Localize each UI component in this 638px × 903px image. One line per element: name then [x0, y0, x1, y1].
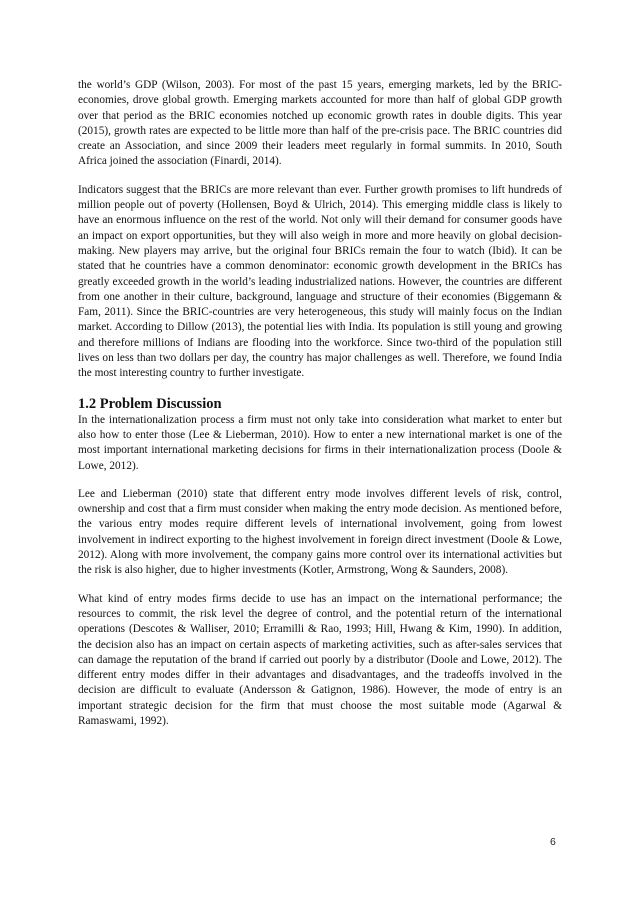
paragraph-section-2: Lee and Lieberman (2010) state that different entry mode involves different levels of risk, control, ownership and cost that a firm must consider when making the entry mode decision. As mentioned before, the various entry modes require different levels of international involvement, going from lowest involvement in indirect exporting to the highest involvement in foreign direct investment (Doole & Lowe, 2012). Along with more involvement, the company gains more control over its international activities but the risk is also higher, due to higher investments (Kotler, Armstrong, Wong & Saunders, 2008). — [78, 487, 562, 577]
page-number: 6 — [550, 836, 556, 848]
paragraph-section-1: In the internationalization process a firm must not only take into consideration what market to enter but also how to enter those (Lee & Lieberman, 2010). How to enter a new international market is one of the most important international marketing decisions for firms in their internationalization process (Doole & Lowe, 2012). — [78, 413, 562, 472]
document-page — [78, 78, 562, 742]
paragraph-section-3: What kind of entry modes firms decide to use has an impact on the international performance; the resources to commit, the risk level the degree of control, and the potential return of the international operations (Descotes & Walliser, 2010; Erramilli & Rao, 1993; Hill, Hwang & Kim, 1990). In addition, the decision also has an impact on certain aspects of marketing activities, such as after-sales services that can damage the reputation of the brand if carried out poorly by a distributor (Doole and Lowe, 2012). The different entry modes differ in their advantages and disadvantages, and the tradeoffs involved in the decision are difficult to evaluate (Andersson & Gatignon, 1986). However, the mode of entry is an important strategic decision for the firm that must choose the most suitable mode (Agarwal & Ramaswami, 1992). — [78, 592, 562, 727]
paragraph-intro-2: Indicators suggest that the BRICs are more relevant than ever. Further growth promises to lift hundreds of million people out of poverty (Hollensen, Boyd & Ulrich, 2014). This emerging middle class is likely to have an enormous influence on the rest of the world. Not only will their demand for consumer goods have an impact on export opportunities, but they will also weigh in more and more heavily on global decision-making. New players may arrive, but the original four BRICs remain the four to watch (Ibid). It can be stated that he countries have a common denominator: economic growth development in the BRICs has greatly exceeded growth in the world’s leading industrialized nations. However, the countries are different from one another in their culture, background, language and structure of their economies (Biggemann & Fam, 2011). Since the BRIC-countries are very heterogeneous, this study will mainly focus on the Indian market. According to Dillow (2013), the potential lies with India. Its population is still young and growing and therefore millions of Indians are flooding into the workforce. Since two-third of the population still lives on less than two dollars per day, the country has major challenges as well. Therefore, we found India the most interesting country to further investigate. — [78, 183, 562, 380]
section-heading: 1.2 Problem Discussion — [78, 395, 222, 412]
paragraph-intro-1: the world’s GDP (Wilson, 2003). For most of the past 15 years, emerging markets, led by the BRIC-economies, drove global growth. Emerging markets accounted for more than half of global GDP growth over that period as the BRIC economies notched up economic growth rates in double digits. This year (2015), growth rates are expected to be little more than half of the pre-crisis pace. The BRIC countries did create an Association, and since 2009 their leaders meet regularly in formal summits. In 2010, South Africa joined the association (Finardi, 2014). — [78, 79, 562, 168]
